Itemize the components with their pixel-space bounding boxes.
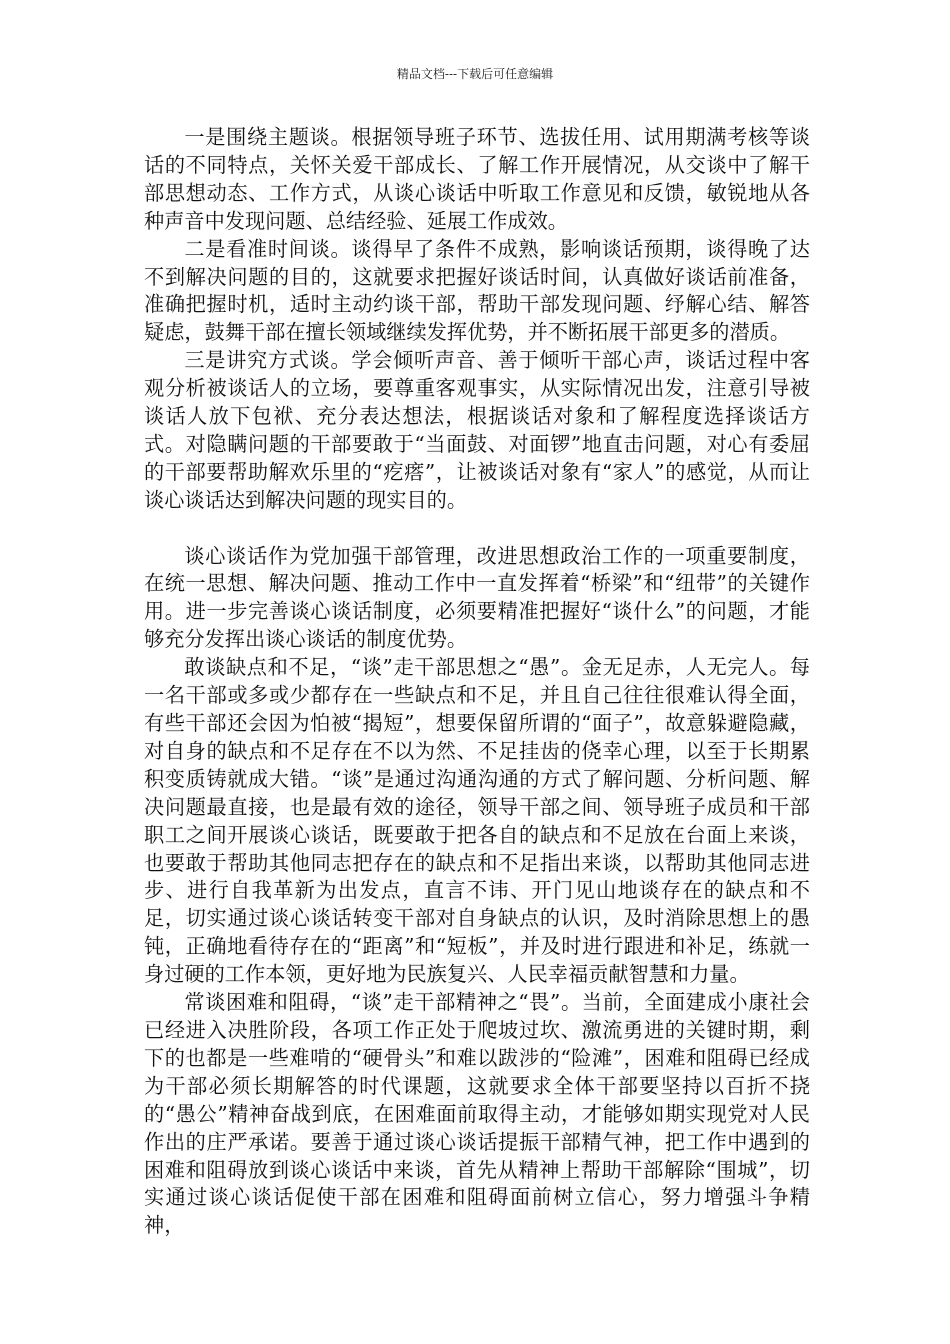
paragraph-intro: 谈心谈话作为党加强干部管理，改进思想政治工作的一项重要制度，在统一思想、解决问题、推动工作中一直发挥着“桥梁”和“纽带”的关键作用。进一步完善谈心谈话制度，必须要精准把握好“谈什么”的问题，才能够充分发挥出谈心谈话的制度优势。 xyxy=(144,543,810,652)
paragraph-difficulties: 常谈困难和阻碍，“谈”走干部精神之“畏”。当前，全面建成小康社会已经进入决胜阶段，各项工作正处于爬坡过坎、激流勇进的关键时期，剩下的也都是一些难啃的“硬骨头”和难以跋涉的“险滩”，困难和阻碍已经成为干部必须长期解答的时代课题，这就要求全体干部要坚持以百折不挠的“愚公”精神奋战到底，在困难面前取得主动，才能够如期实现党对人民作出的庄严承诺。要善于通过谈心谈话提振干部精气神，把工作中遇到的困难和阻碍放到谈心谈话中来谈，首先从精神上帮助干部解除“围城”，切实通过谈心谈话促使干部在困难和阻碍面前树立信心，努力增强斗争精神， xyxy=(144,990,810,1238)
page-header: 精品文档---下载后可任意编辑 xyxy=(396,67,554,81)
document-body xyxy=(144,124,810,1240)
paragraph-shortcomings: 敢谈缺点和不足，“谈”走干部思想之“愚”。金无足赤，人无完人。每一名干部或多或少都存在一些缺点和不足，并且自己往往很难认得全面，有些干部还会因为怕被“揭短”，想要保留所谓的“面子”，故意躲避隐藏，对自身的缺点和不足存在不以为然、不足挂齿的侥幸心理，以至于长期累积变质铸就成大错。“谈”是通过沟通沟通的方式了解问题、分析问题、解决问题最直接，也是最有效的途径，领导干部之间、领导班子成员和干部职工之间开展谈心谈话，既要敢于把各自的缺点和不足放在台面上来谈，也要敢于帮助其他同志把存在的缺点和不足指出来谈，以帮助其他同志进步、进行自我革新为出发点，直言不讳、开门见山地谈存在的缺点和不足，切实通过谈心谈话转变干部对自身缺点的认识，及时消除思想上的愚钝，正确地看待存在的“距离”和“短板”，并及时进行跟进和补足，练就一身过硬的工作本领，更好地为民族复兴、人民幸福贡献智慧和力量。 xyxy=(144,655,810,987)
paragraph-timing-talk: 二是看准时间谈。谈得早了条件不成熟，影响谈话预期，谈得晚了达不到解决问题的目的，这就要求把握好谈话时间，认真做好谈话前准备，准确把握时机，适时主动约谈干部，帮助干部发现问题、纾解心结、解答疑虑，鼓舞干部在擅长领域继续发挥优势，并不断拓展干部更多的潜质。 xyxy=(144,236,810,345)
paragraph-topic-talk: 一是围绕主题谈。根据领导班子环节、选拔任用、试用期满考核等谈话的不同特点，关怀关爱干部成长、了解工作开展情况，从交谈中了解干部思想动态、工作方式，从谈心谈话中听取工作意见和反馈，敏锐地从各种声音中发现问题、总结经验、延展工作成效。 xyxy=(144,125,810,233)
section-gap xyxy=(144,515,810,543)
paragraph-method-talk: 三是讲究方式谈。学会倾听声音、善于倾听干部心声，谈话过程中客观分析被谈话人的立场，要尊重客观事实，从实际情况出发，注意引导被谈话人放下包袱、充分表达想法，根据谈话对象和了解程度选择谈话方式。对隐瞒问题的干部要敢于“当面鼓、对面锣”地直击问题，对心有委屈的干部要帮助解欢乐里的“疙瘩”，让被谈话对象有“家人”的感觉，从而让谈心谈话达到解决问题的现实目的。 xyxy=(144,348,810,512)
